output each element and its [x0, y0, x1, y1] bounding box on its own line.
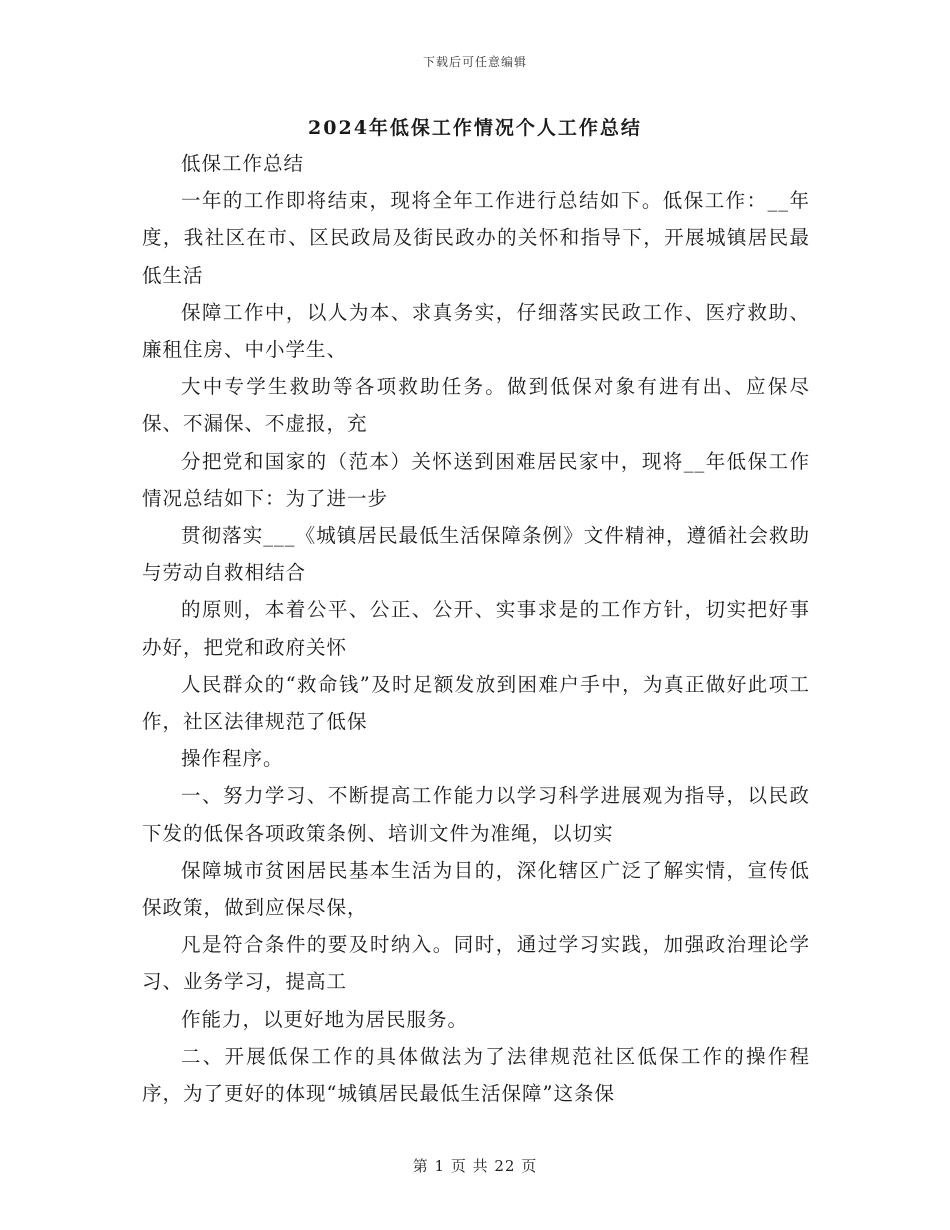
paragraph: 二、开展低保工作的具体做法为了法律规范社区低保工作的操作程序，为了更好的体现“城镇居民最低生活保障”这条保 — [142, 1044, 810, 1106]
paragraph: 保障工作中，以人为本、求真务实，仔细落实民政工作、医疗救助、廉租住房、中小学生、 — [142, 300, 810, 362]
paragraph: 一、努力学习、不断提高工作能力以学习科学进展观为指导，以民政下发的低保各项政策条例、培训文件为准绳，以切实 — [142, 784, 810, 845]
paragraph: 分把党和国家的（范本）关怀送到困难居民家中，现将__年低保工作情况总结如下：为了进一步 — [142, 449, 810, 510]
paragraph: 一年的工作即将结束，现将全年工作进行总结如下。低保工作：__年度，我社区在市、区民政局及街民政办的关怀和指导下，开展城镇居民最低生活 — [142, 189, 810, 287]
paragraph: 大中专学生救助等各项救助任务。做到低保对象有进有出、应保尽保、不漏保、不虚报，充 — [142, 375, 810, 436]
paragraph: 贯彻落实___《城镇居民最低生活保障条例》文件精神，遵循社会救助与劳动自救相结合 — [142, 524, 810, 585]
document-body — [142, 145, 810, 1112]
page-number: 第 1 页 共 22 页 — [412, 1157, 538, 1175]
document-title: 2024年低保工作情况个人工作总结 — [308, 117, 642, 139]
paragraph: 低保工作总结 — [181, 152, 305, 175]
paragraph: 作能力，以更好地为居民服务。 — [181, 1007, 469, 1031]
paragraph: 人民群众的“救命钱”及时足额发放到困难户手中，为真正做好此项工作，社区法律规范了低保 — [142, 672, 810, 734]
paragraph: 保障城市贫困居民基本生活为目的，深化辖区广泛了解实情，宣传低保政策，做到应保尽保， — [142, 858, 810, 920]
paragraph: 凡是符合条件的要及时纳入。同时，通过学习实践，加强政治理论学习、业务学习，提高工 — [142, 933, 810, 994]
header-note: 下载后可任意编辑 — [422, 55, 527, 69]
paragraph: 的原则，本着公平、公正、公开、实事求是的工作方针，切实把好事办好，把党和政府关怀 — [142, 598, 810, 659]
paragraph: 操作程序。 — [181, 747, 284, 771]
